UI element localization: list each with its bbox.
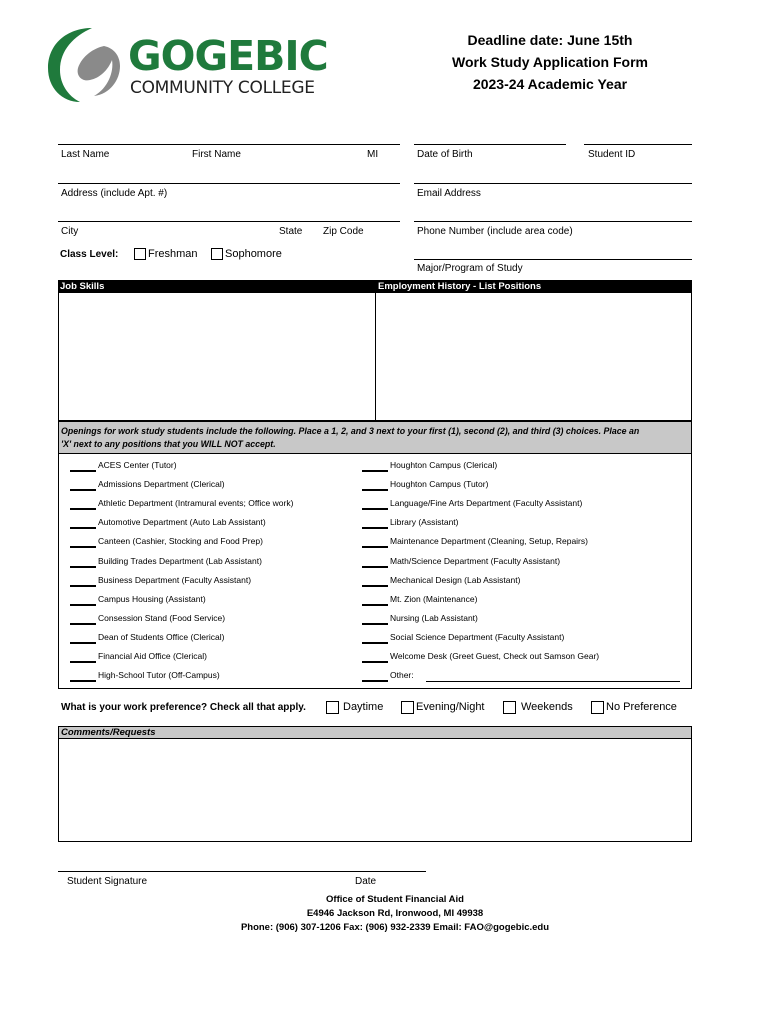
position-rank-blank[interactable] [362, 604, 388, 606]
no-preference-checkbox[interactable] [591, 701, 604, 714]
work-preference-label: What is your work preference? Check all that apply. [61, 702, 306, 713]
footer-contact: Phone: (906) 307-1206 Fax: (906) 932-2339 Email: FAO@gogebic.edu [240, 922, 550, 933]
skills-divider [375, 293, 376, 421]
employment-history-area[interactable] [379, 296, 689, 418]
job-skills-header: Job Skills [58, 280, 376, 293]
position-rank-blank[interactable] [70, 527, 96, 529]
openings-text-1: Openings for work study students include the following. Place a 1, 2, and 3 next to your first (1), second (2), and third (3) choices. Place an [61, 426, 640, 436]
position-label: Houghton Campus (Clerical) [390, 460, 498, 470]
position-rank-blank[interactable] [362, 661, 388, 663]
position-rank-blank[interactable] [70, 489, 96, 491]
position-rank-blank[interactable] [70, 470, 96, 472]
position-label: Maintenance Department (Cleaning, Setup, Repairs) [390, 536, 588, 547]
position-label: Mt. Zion (Maintenance) [390, 593, 478, 604]
position-label: Admissions Department (Clerical) [98, 479, 225, 490]
address-line[interactable] [58, 183, 400, 184]
position-label: Nursing (Lab Assistant) [390, 612, 478, 623]
position-rank-blank[interactable] [70, 566, 96, 568]
comments-area[interactable] [58, 738, 692, 842]
freshman-checkbox[interactable] [134, 248, 146, 260]
position-label: Library (Assistant) [390, 517, 459, 528]
first-name-label: First Name [192, 149, 241, 160]
openings-instructions [58, 421, 692, 454]
sophomore-label: Sophomore [225, 248, 282, 260]
city-label: City [61, 226, 79, 237]
position-rank-blank[interactable] [362, 489, 388, 491]
last-name-label: Last Name [61, 149, 110, 160]
address-label: Address (include Apt. #) [61, 188, 168, 199]
position-rank-blank[interactable] [362, 470, 388, 472]
form-header [430, 29, 670, 95]
position-label: High-School Tutor (Off-Campus) [98, 670, 220, 681]
dob-line[interactable] [414, 144, 566, 145]
position-label: Other: [390, 670, 414, 681]
position-label: Welcome Desk (Greet Guest, Check out Samson Gear) [390, 651, 600, 661]
footer [165, 893, 625, 935]
position-label: Language/Fine Arts Department (Faculty Assistant) [390, 498, 583, 509]
zip-label: Zip Code [323, 226, 364, 237]
no-preference-label: No Preference [606, 701, 677, 713]
daytime-label: Daytime [343, 701, 384, 713]
major-label: Major/Program of Study [417, 263, 523, 274]
evening-night-checkbox[interactable] [401, 701, 414, 714]
position-rank-blank[interactable] [362, 642, 388, 644]
daytime-checkbox[interactable] [326, 701, 339, 714]
position-rank-blank[interactable] [70, 661, 96, 663]
academic-year: 2023-24 Academic Year [472, 76, 628, 92]
weekends-label: Weekends [521, 701, 573, 713]
position-label: Math/Science Department (Faculty Assistant) [390, 555, 561, 566]
comments-header: Comments/Requests [58, 726, 692, 739]
position-rank-blank[interactable] [362, 623, 388, 625]
position-label: Campus Housing (Assistant) [98, 593, 206, 604]
position-rank-blank[interactable] [70, 680, 96, 682]
position-rank-blank[interactable] [362, 527, 388, 529]
position-label: Building Trades Department (Lab Assistant) [98, 555, 262, 566]
position-rank-blank[interactable] [70, 546, 96, 548]
position-label: Mechanical Design (Lab Assistant) [390, 574, 521, 585]
logo-subtitle: COMMUNITY COLLEGE [130, 78, 315, 98]
name-line[interactable] [58, 144, 400, 145]
logo-name: GOGEBIC [128, 32, 328, 80]
employment-history-header: Employment History - List Positions [376, 280, 692, 293]
form-title: Work Study Application Form [451, 54, 648, 70]
college-logo-icon [42, 24, 122, 106]
position-rank-blank[interactable] [70, 604, 96, 606]
position-label: Consession Stand (Food Service) [98, 612, 226, 623]
position-rank-blank[interactable] [362, 546, 388, 548]
job-skills-area[interactable] [61, 296, 373, 418]
dob-label: Date of Birth [417, 149, 473, 160]
state-label: State [279, 226, 303, 237]
mi-label: MI [367, 149, 379, 160]
phone-line[interactable] [414, 221, 692, 222]
position-label: Business Department (Faculty Assistant) [98, 574, 252, 585]
position-label: Dean of Students Office (Clerical) [98, 631, 225, 642]
position-label: Automotive Department (Auto Lab Assistant) [98, 517, 266, 528]
deadline-text: Deadline date: June 15th [467, 32, 633, 48]
freshman-label: Freshman [148, 248, 198, 260]
position-label: Houghton Campus (Tutor) [390, 479, 489, 490]
weekends-checkbox[interactable] [503, 701, 516, 714]
email-label: Email Address [417, 188, 481, 199]
signature-date-label: Date [355, 876, 377, 887]
position-rank-blank[interactable] [70, 623, 96, 625]
position-label: Social Science Department (Faculty Assistant) [390, 631, 565, 642]
position-rank-blank[interactable] [362, 680, 388, 682]
evening-night-label: Evening/Night [416, 701, 485, 713]
position-rank-blank[interactable] [362, 566, 388, 568]
position-label: Financial Aid Office (Clerical) [98, 651, 207, 661]
openings-text-2: 'X' next to any positions that you WILL NOT accept. [61, 439, 276, 449]
position-label: Canteen (Cashier, Stocking and Food Prep) [98, 536, 263, 547]
footer-address: E4946 Jackson Rd, Ironwood, MI 49938 [306, 908, 484, 919]
signature-label: Student Signature [67, 876, 148, 887]
student-id-label: Student ID [588, 149, 636, 160]
position-label: ACES Center (Tutor) [98, 460, 177, 470]
student-id-line[interactable] [584, 144, 692, 145]
email-line[interactable] [414, 183, 692, 184]
position-rank-blank[interactable] [70, 642, 96, 644]
class-level-label: Class Level: [60, 249, 119, 260]
position-rank-blank[interactable] [70, 585, 96, 587]
other-position-line[interactable] [426, 681, 680, 682]
footer-office: Office of Student Financial Aid [326, 894, 464, 905]
major-line[interactable] [414, 259, 692, 260]
phone-label: Phone Number (include area code) [417, 226, 573, 237]
signature-line[interactable] [58, 871, 426, 872]
position-rank-blank[interactable] [70, 508, 96, 510]
city-line[interactable] [58, 221, 400, 222]
position-rank-blank[interactable] [362, 508, 388, 510]
sophomore-checkbox[interactable] [211, 248, 223, 260]
position-label: Athletic Department (Intramural events; Office work) [98, 498, 294, 509]
position-rank-blank[interactable] [362, 585, 388, 587]
